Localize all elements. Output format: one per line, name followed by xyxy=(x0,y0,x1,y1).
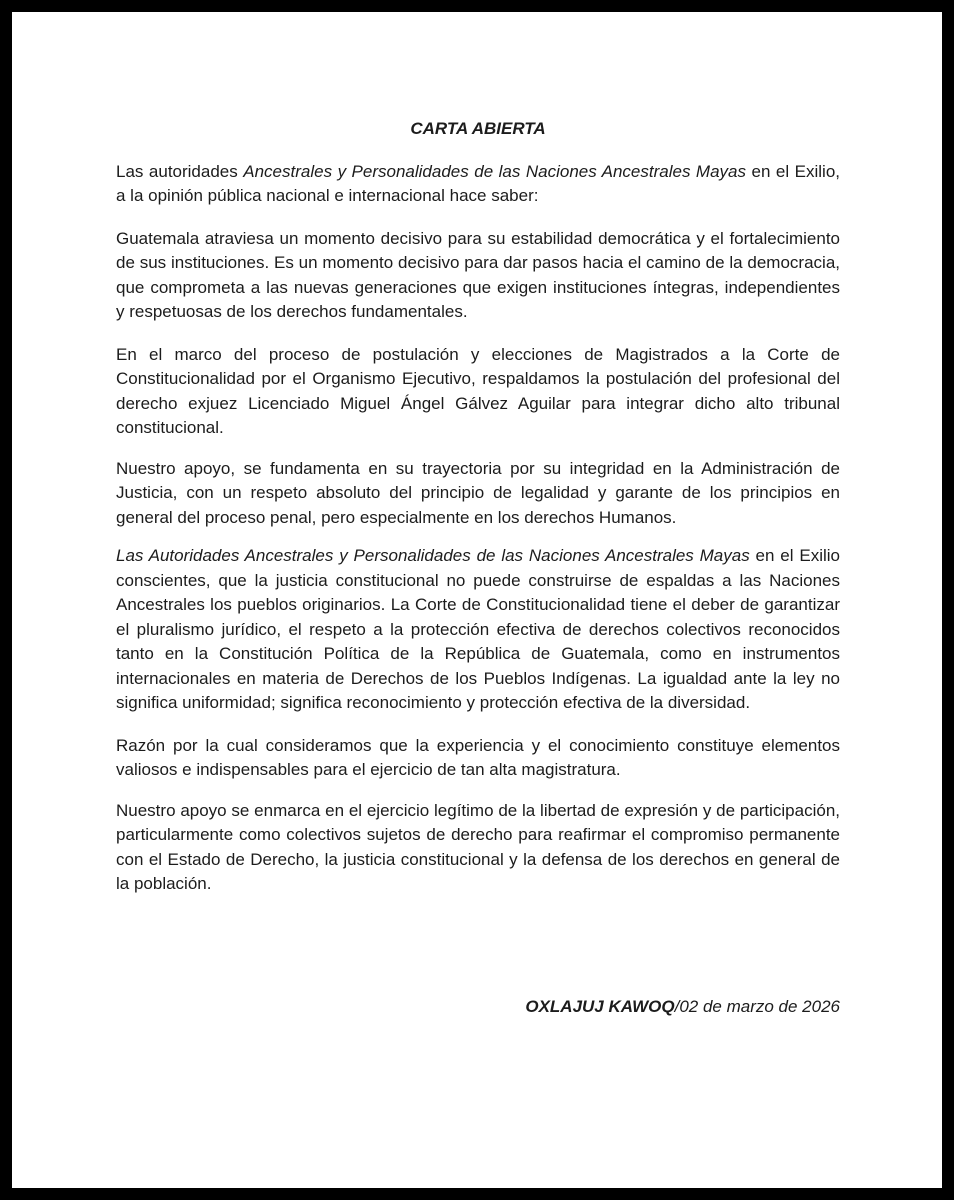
intro-italic-text: Ancestrales y Personalidades de las Naciones Ancestrales Mayas xyxy=(243,161,747,181)
autoridades-italic-text: Las Autoridades Ancestrales y Personalidades de las Naciones Ancestrales Mayas xyxy=(116,546,750,565)
paragraph-apoyo: Nuestro apoyo, se fundamenta en su trayectoria por su integridad en la Administración de Justicia, con un respeto absoluto del principio de legalidad y garante de los principios en general del proceso penal, pero especialmente en los derechos Humanos. xyxy=(116,458,840,527)
letter-page xyxy=(12,12,942,1188)
letter-title: CARTA ABIERTA xyxy=(410,119,546,138)
signature-line xyxy=(116,997,840,1017)
signature-date: /02 de marzo de 2026 xyxy=(674,997,840,1016)
signature-org: OXLAJUJ KAWOQ xyxy=(525,997,675,1016)
letter-body xyxy=(116,117,840,897)
intro-paragraph xyxy=(116,160,840,209)
intro-text-start: Las autoridades xyxy=(116,161,244,181)
autoridades-text: en el Exilio conscientes, que la justicia constitucional no puede construirse de espaldas a las Naciones Ancestrales los pueblos originarios. La Corte de Constitucionalidad tiene el deber de garantizar el pluralismo jurídico, el respeto a la protección efectiva de derechos colectivos reconocidos tanto en la Constitución Política de la República de Guatemala, como en instrumentos internacionales en materia de Derechos de los Pueblos Indígenas. La igualdad ante la ley no significa uniformidad; significa reconocimiento y protección efectiva de la diversidad. xyxy=(116,546,841,712)
paragraph-autoridades xyxy=(116,544,840,716)
paragraph-postulacion: En el marco del proceso de postulación y elecciones de Magistrados a la Corte de Constitucionalidad por el Organismo Ejecutivo, respaldamos la postulación del profesional del derecho exjuez Licenciado Miguel Ángel Gálvez Aguilar para integrar dicho alto tribunal constitucional. xyxy=(116,344,840,437)
paragraph-guatemala: Guatemala atraviesa un momento decisivo para su estabilidad democrática y el fortalecimiento de sus instituciones. Es un momento decisivo para dar pasos hacia el camino de la democracia, que comprometa a las nuevas generaciones que exigen instituciones íntegras, independientes y respetuosas de los derechos fundamentales. xyxy=(116,228,840,321)
intro-text-end: en el Exilio, a la opinión pública nacional e internacional hace saber: xyxy=(116,161,840,205)
paragraph-enmarca: Nuestro apoyo se enmarca en el ejercicio legítimo de la libertad de expresión y de participación, particularmente como colectivos sujetos de derecho para reafirmar el compromiso permanente con el Estado de Derecho, la justicia constitucional y la defensa de los derechos en general de la población. xyxy=(116,800,840,893)
paragraph-razon: Razón por la cual consideramos que la experiencia y el conocimiento constituye elementos valiosos e indispensables para el ejercicio de tan alta magistratura. xyxy=(116,735,840,779)
